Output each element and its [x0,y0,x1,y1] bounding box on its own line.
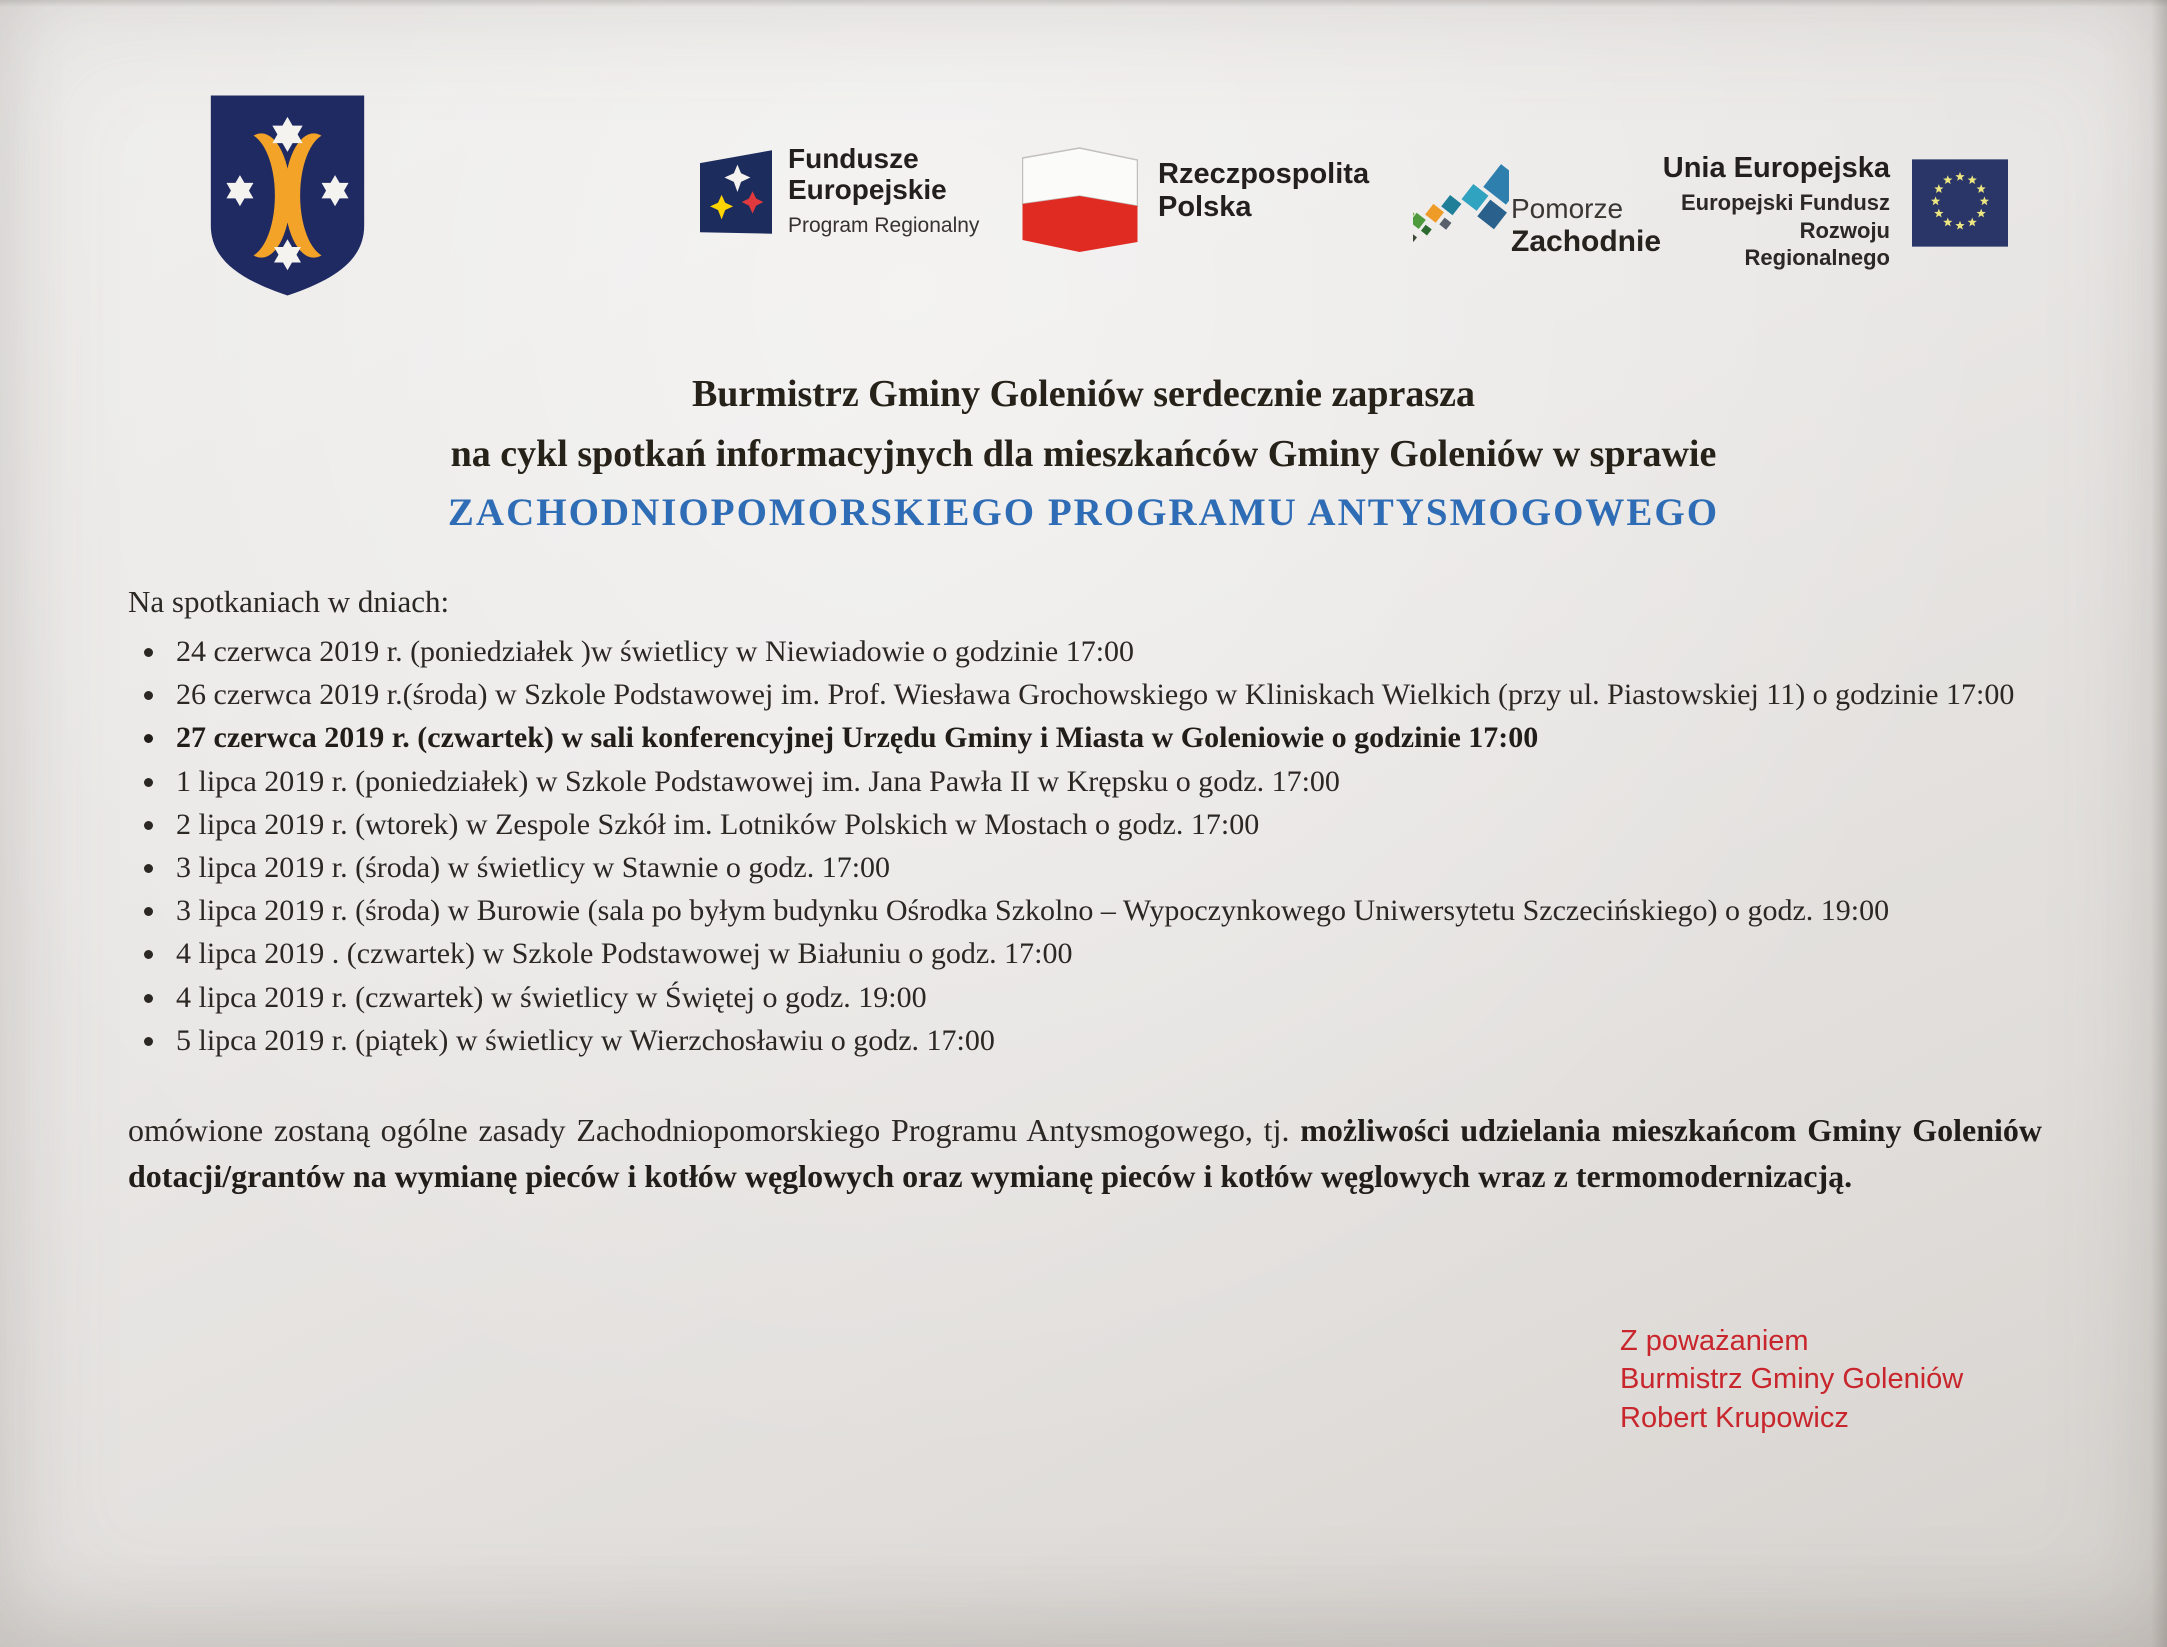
closing-paragraph [128,1108,2042,1200]
closing-regular-text: omówione zostaną ogólne zasady Zachodniopomorskiego Programu Antysmogowego, tj. [128,1111,1301,1148]
meetings-list [128,630,2042,1062]
meeting-list-item [168,716,2042,759]
fe-logo-subtitle: Program Regionalny [788,213,980,237]
meeting-list-item [168,932,2042,975]
meeting-list-item [168,976,2042,1019]
fundusze-europejskie-flag-icon [700,134,772,260]
meeting-list-item [168,760,2042,803]
pz-logo-title-line1: Pomorze [1511,193,1624,224]
meeting-text: 27 czerwca 2019 r. (czwartek) w sali konferencyjnej Urzędu Gminy i Miasta w Goleniowie o godzinie 17:00 [176,721,1539,755]
heading-line3-program-name: ZACHODNIOPOMORSKIEGO PROGRAMU ANTYSMOGOWEGO [447,491,1720,534]
heading-line1: Burmistrz Gminy Goleniów serdecznie zaprasza [691,373,1476,415]
meeting-text: 4 lipca 2019 r. (czwartek) w świetlicy w Świętej o godz. 19:00 [176,980,927,1014]
meeting-list-item [168,1019,2042,1062]
ue-logo-subtitle-line2: Rozwoju Regionalnego [1744,217,1890,271]
pomorze-zachodnie-logo [1413,138,1661,274]
meeting-list-item [168,889,2042,932]
signature-block [1620,1322,1963,1437]
goleniow-coat-of-arms-icon [205,90,370,302]
meeting-text: 1 lipca 2019 r. (poniedziałek) w Szkole Podstawowej im. Jana Pawła II w Krępsku o godz. 17:00 [176,764,1340,798]
ue-logo-subtitle-line1: Europejski Fundusz [1680,190,1890,216]
fe-logo-title-line1: Fundusze [788,143,919,174]
meeting-list-item [168,673,2042,716]
meeting-text: 24 czerwca 2019 r. (poniedziałek )w świetlicy w Niewiadowie o godzinie 17:00 [176,635,1135,668]
rzeczpospolita-polska-logo [1022,146,1369,256]
signature-line1: Z poważaniem [1620,1325,1809,1357]
fundusze-europejskie-logo [700,134,979,260]
poland-flag-icon [1022,146,1138,256]
meeting-text: 4 lipca 2019 . (czwartek) w Szkole Podstawowej w Białuniu o godz. 17:00 [176,937,1073,971]
ue-logo-title: Unia Europejska [1662,152,1890,184]
rp-logo-title-line1: Rzeczpospolita [1158,158,1370,190]
meeting-text: 26 czerwca 2019 r.(środa) w Szkole Podstawowej im. Prof. Wiesława Grochowskiego w Kliniskach Wielkich (przy ul. Piastowskiej 11) o godzinie 17:00 [176,678,2015,712]
unia-europejska-logo [1652,152,2008,272]
closing-bold-text: możliwości udzielania mieszkańcom Gminy Goleniów dotacji/grantów na wymianę pieców i kotłów węglowych oraz wymianę pieców i kotłów węglowych wraz z termomodernizacją. [128,1111,2043,1194]
document-body [128,584,2042,1199]
meeting-list-item [168,803,2042,846]
meeting-text: 5 lipca 2019 r. (piątek) w świetlicy w Wierzchosławiu o godz. 17:00 [176,1023,995,1057]
meeting-text: 3 lipca 2019 r. (środa) w świetlicy w Stawnie o godz. 17:00 [176,850,891,884]
document-heading [0,372,2167,535]
meetings-intro: Na spotkaniach w dniach: [128,584,450,619]
signature-line3: Robert Krupowicz [1620,1401,1849,1434]
signature-line2: Burmistrz Gminy Goleniów [1620,1363,1964,1396]
meeting-list-item [168,846,2042,889]
pomorze-zachodnie-mosaic-icon [1413,138,1509,274]
heading-line2: na cykl spotkań informacyjnych dla mieszkańców Gminy Goleniów w sprawie [450,433,1717,475]
rp-logo-title-line2: Polska [1158,191,1252,224]
fe-logo-title-line2: Europejskie [788,173,947,205]
meeting-list-item [168,630,2042,673]
meeting-text: 2 lipca 2019 r. (wtorek) w Zespole Szkół im. Lotników Polskich w Mostach o godz. 17:00 [176,807,1260,841]
pz-logo-title-line2: Zachodnie [1511,224,1662,258]
eu-flag-icon [1912,156,2008,250]
meeting-text: 3 lipca 2019 r. (środa) w Burowie (sala po byłym budynku Ośrodka Szkolno – Wypoczynkowego Uniwersytetu Szczecińskiego) o godz. 19:00 [176,894,1890,928]
